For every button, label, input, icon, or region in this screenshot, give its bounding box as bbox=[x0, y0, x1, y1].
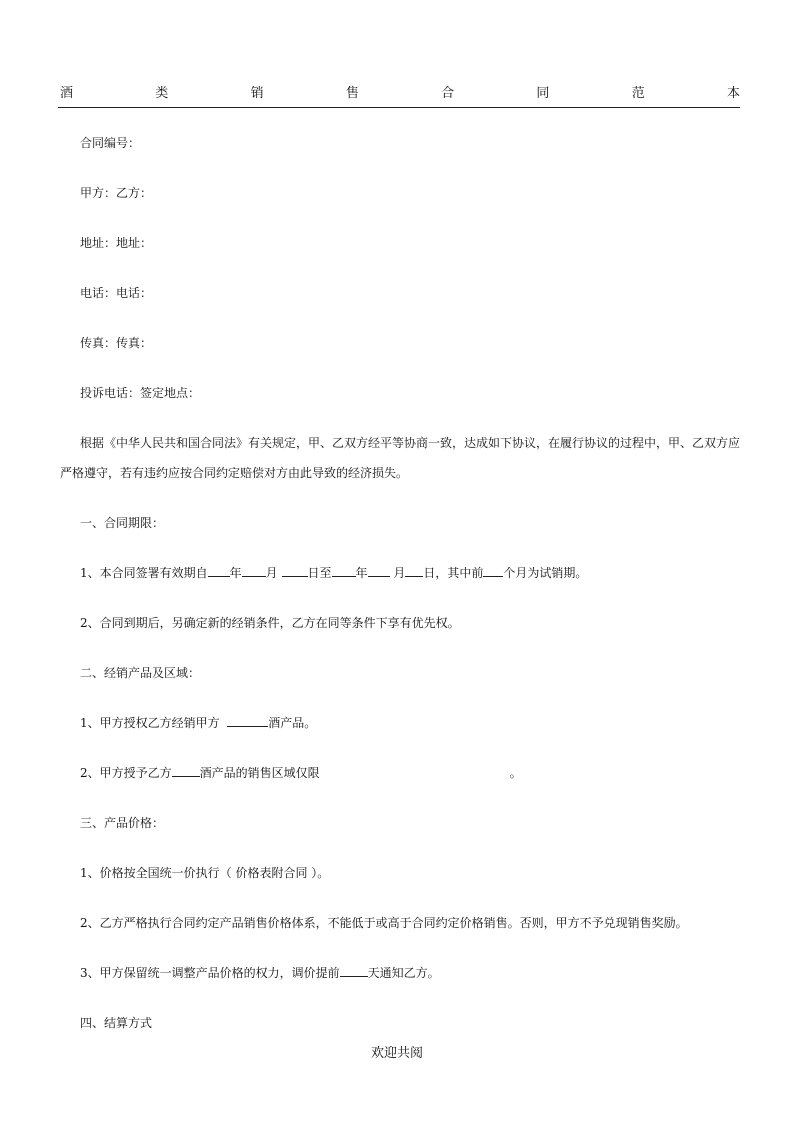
title-char: 合 bbox=[441, 86, 455, 101]
title-char: 销 bbox=[250, 86, 264, 101]
text: 日，其中前 bbox=[423, 566, 484, 580]
text: 天通知乙方。 bbox=[367, 966, 440, 980]
text: 2、甲方授予乙方 bbox=[80, 766, 172, 780]
blank-year[interactable] bbox=[208, 564, 230, 577]
title-char: 售 bbox=[345, 86, 359, 101]
section2-item2 bbox=[80, 764, 522, 781]
blank-days[interactable] bbox=[340, 964, 368, 977]
text: 月 bbox=[265, 566, 278, 580]
phone: 电话：电话： bbox=[80, 286, 153, 300]
address: 地址：地址： bbox=[80, 236, 153, 250]
document-title bbox=[60, 82, 740, 101]
title-char: 本 bbox=[726, 86, 740, 101]
section1-item2: 2、合同到期后，另确定新的经销条件，乙方在同等条件下享有优先权。 bbox=[80, 616, 460, 630]
section2-item1 bbox=[80, 714, 316, 731]
text: 月 bbox=[393, 566, 406, 580]
preamble-line1: 根据《中华人民共和国合同法》有关规定，甲、乙双方经平等协商一致，达成如下协议，在履行协议的过程中，甲、乙双方应 bbox=[80, 436, 741, 450]
section1-item1 bbox=[80, 564, 587, 581]
blank-day[interactable] bbox=[282, 564, 308, 577]
text: 日至 bbox=[307, 566, 332, 580]
text: 个月为试销期。 bbox=[503, 566, 588, 580]
section1-heading: 一、合同期限： bbox=[80, 516, 165, 530]
section4-heading: 四、结算方式 bbox=[80, 1016, 153, 1030]
parties: 甲方：乙方： bbox=[80, 186, 153, 200]
title-char: 同 bbox=[536, 86, 550, 101]
blank-day[interactable] bbox=[405, 564, 423, 577]
text: 。 bbox=[509, 766, 522, 780]
text: 酒产品的销售区域仅限 bbox=[199, 766, 320, 780]
text: 1、甲方授权乙方经销甲方 bbox=[80, 716, 220, 730]
text: 年 bbox=[355, 566, 368, 580]
fax: 传真：传真： bbox=[80, 336, 153, 350]
blank-months[interactable] bbox=[483, 564, 503, 577]
blank-month[interactable] bbox=[242, 564, 266, 577]
section3-item3 bbox=[80, 964, 440, 981]
title-char: 酒 bbox=[60, 86, 74, 101]
title-char: 范 bbox=[631, 86, 645, 101]
text: 酒产品。 bbox=[268, 716, 317, 730]
title-rule bbox=[58, 107, 740, 108]
blank-month[interactable] bbox=[368, 564, 390, 577]
section2-heading: 二、经销产品及区域： bbox=[80, 666, 201, 680]
blank-year[interactable] bbox=[332, 564, 356, 577]
blank-brand[interactable] bbox=[227, 714, 268, 727]
complaint-phone: 投诉电话：签定地点： bbox=[80, 386, 201, 400]
blank-brand[interactable] bbox=[172, 764, 200, 777]
text: 1、本合同签署有效期自 bbox=[80, 566, 208, 580]
page-footer: 欢迎共阅 bbox=[370, 1046, 423, 1061]
text: 年 bbox=[229, 566, 242, 580]
preamble-line2: 严格遵守，若有违约应按合同约定赔偿对方由此导致的经济损失。 bbox=[60, 466, 409, 480]
section3-item1: 1、价格按全国统一价执行（ 价格表附合同 ）。 bbox=[80, 866, 330, 880]
title-char: 类 bbox=[155, 86, 169, 101]
section3-heading: 三、产品价格： bbox=[80, 816, 165, 830]
section3-item2: 2、乙方严格执行合同约定产品销售价格体系，不能低于或高于合同约定价格销售。否则，甲方不予兑现销售奖励。 bbox=[80, 916, 688, 930]
contract-no: 合同编号： bbox=[80, 136, 141, 150]
text: 3、甲方保留统一调整产品价格的权力，调价提前 bbox=[80, 966, 340, 980]
